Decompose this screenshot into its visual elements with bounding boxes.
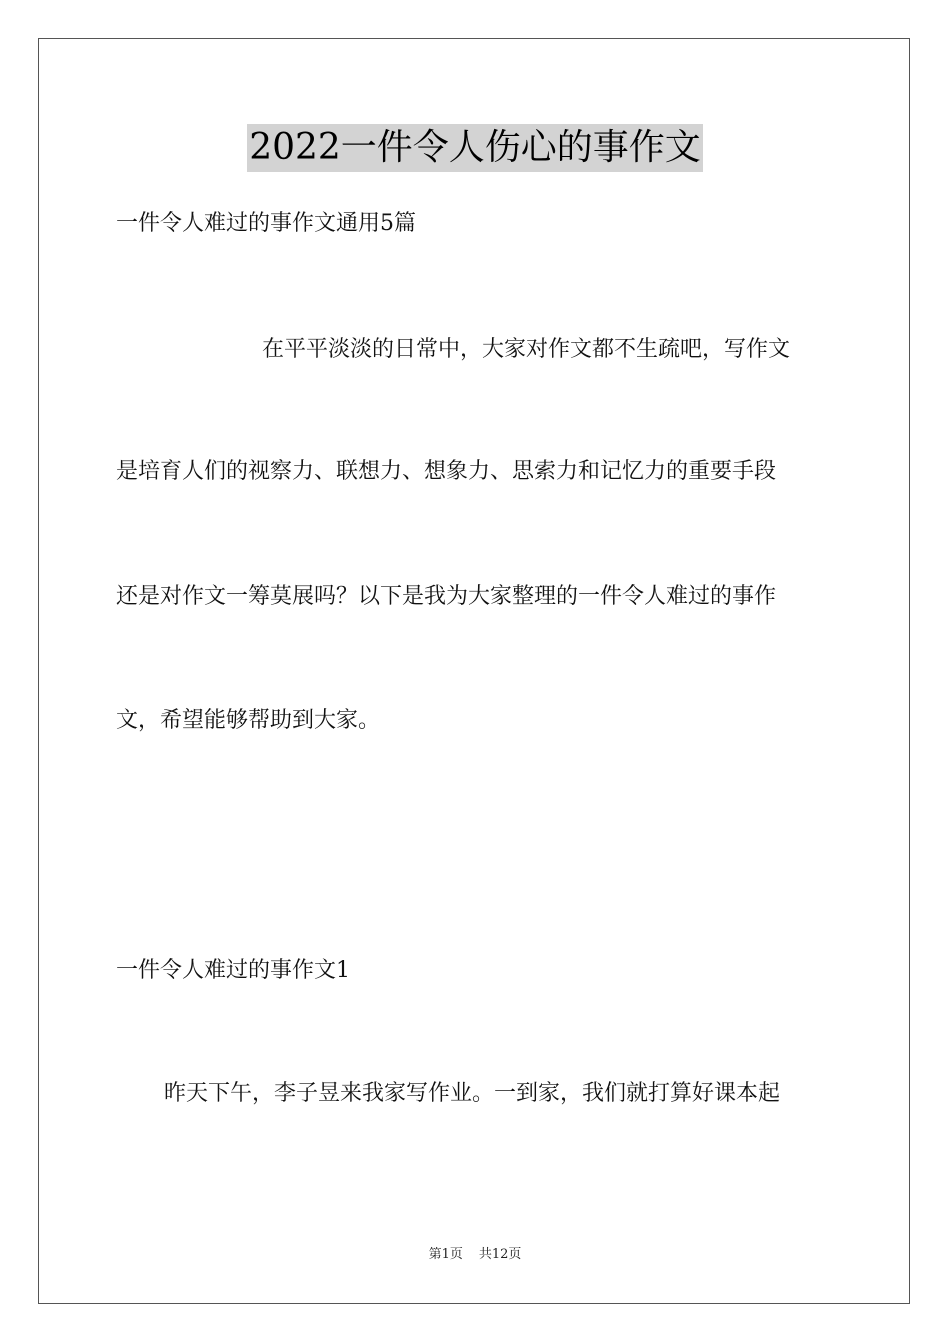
page-footer: [0, 1246, 950, 1264]
intro-line: 还是对作文一筹莫展吗？以下是我为大家整理的一件令人难过的事作: [116, 584, 777, 609]
page-number: 第1页: [428, 1247, 463, 1262]
intro-line: 在平平淡淡的日常中，大家对作文都不生疏吧，写作文: [262, 337, 791, 362]
section-heading: 一件令人难过的事作文1: [116, 958, 350, 983]
document-title: 2022一件令人伤心的事作文: [247, 124, 703, 172]
intro-line: 是培育人们的视察力、联想力、想象力、思索力和记忆力的重要手段: [116, 459, 777, 484]
intro-line: 文，希望能够帮助到大家。: [116, 708, 381, 733]
document-subtitle: 一件令人难过的事作文通用5篇: [116, 211, 416, 236]
body-line: 昨天下午，李子昱来我家写作业。一到家，我们就打算好课本起: [164, 1081, 781, 1106]
page-total: 共12页: [478, 1247, 522, 1262]
document-title-container: [0, 124, 950, 172]
